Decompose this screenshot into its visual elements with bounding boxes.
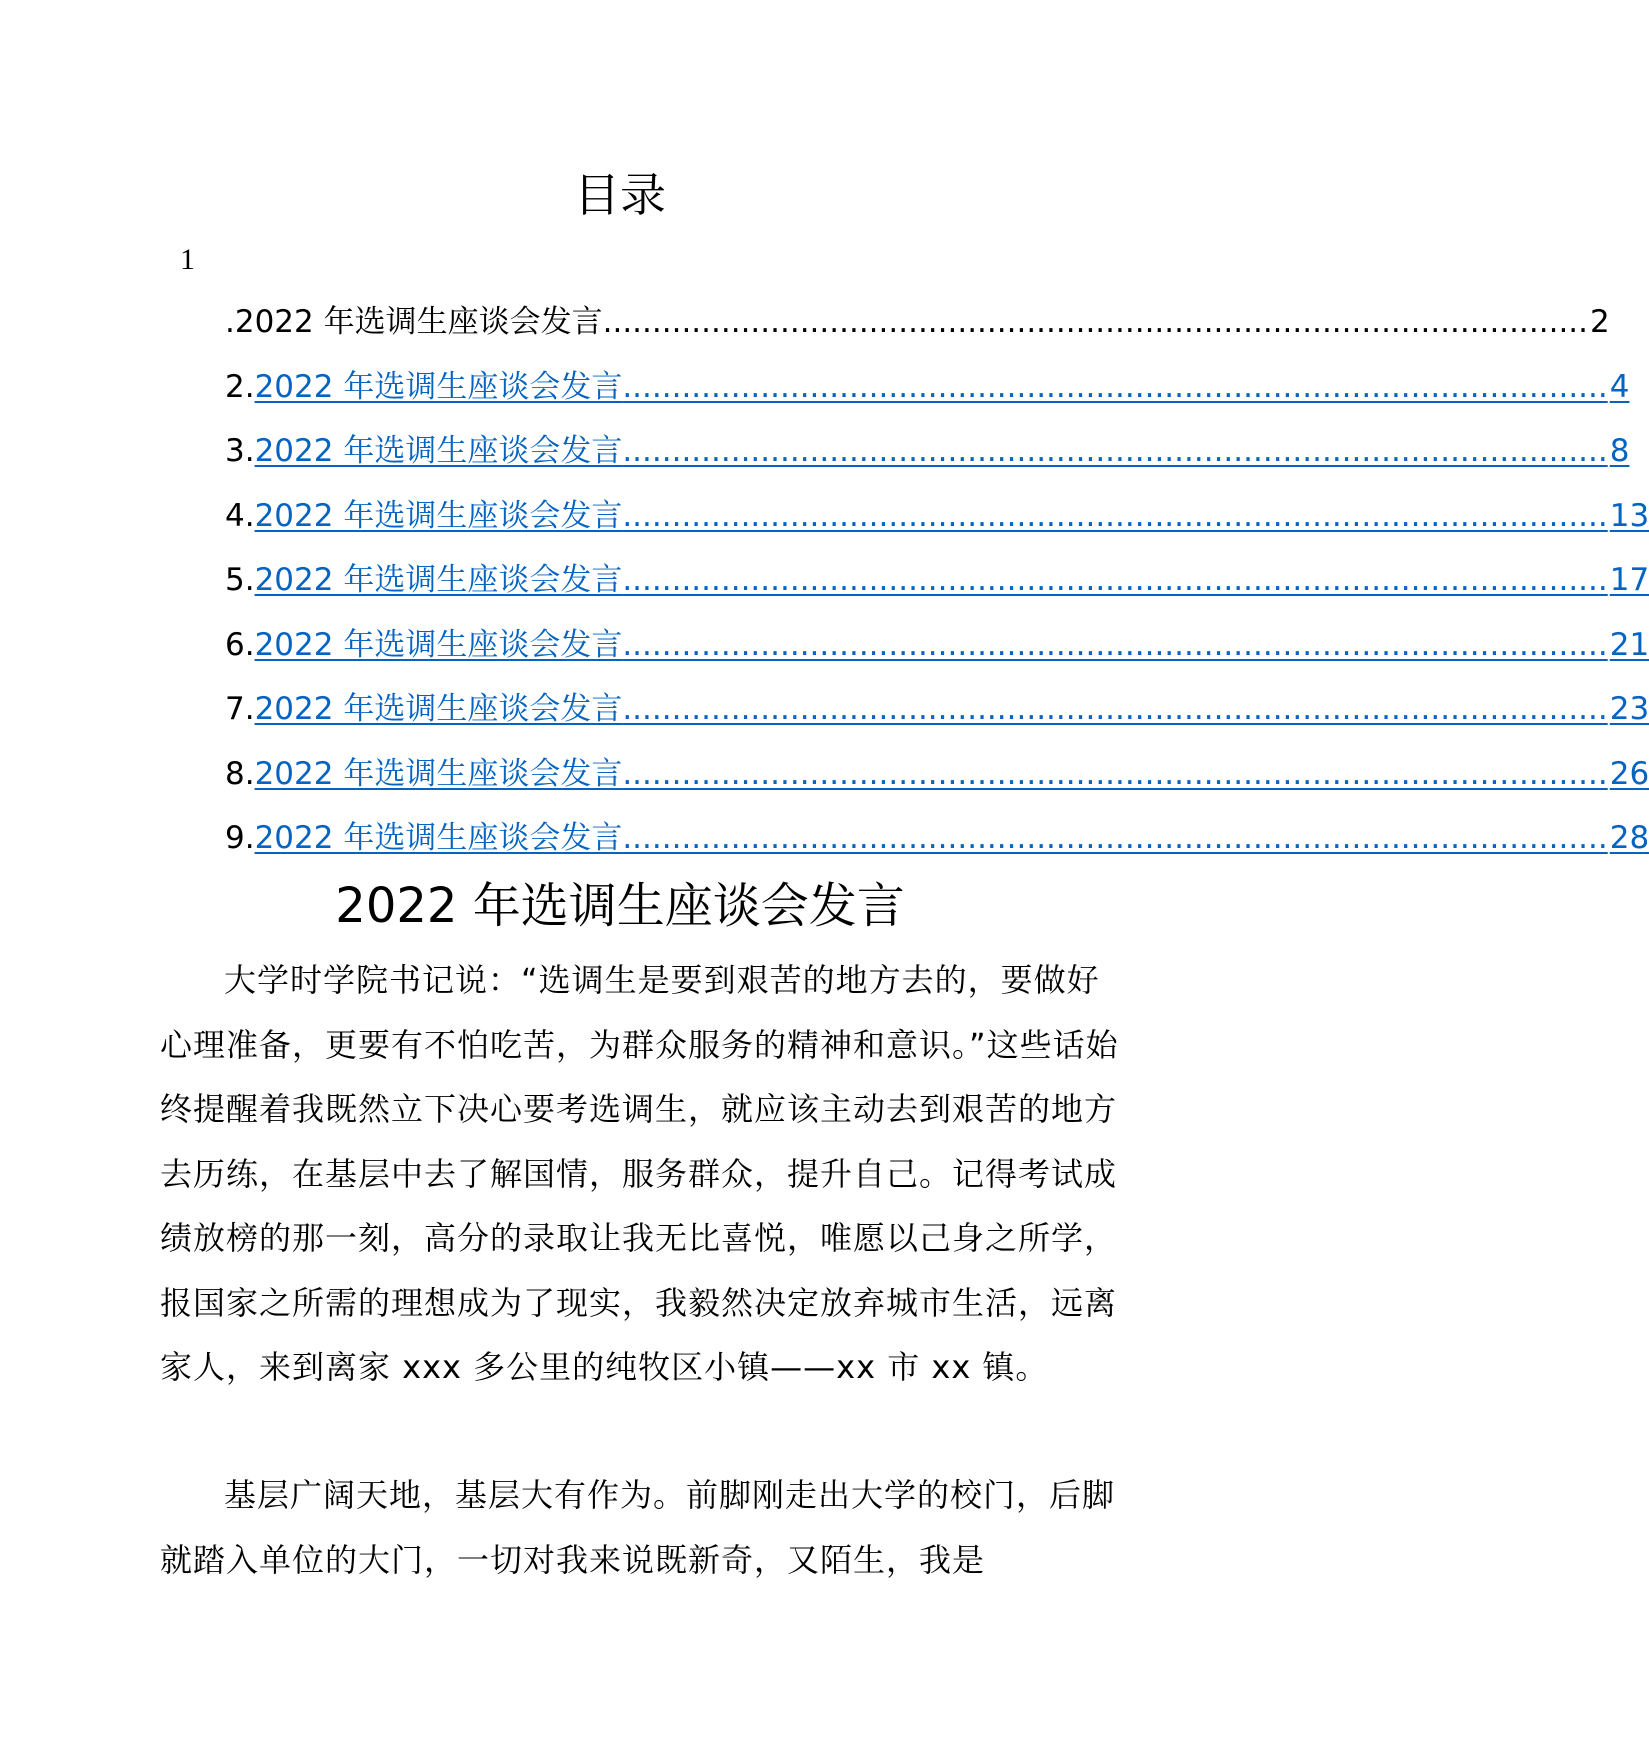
toc-entry-text: 2022 年选调生座谈会发言 [254,368,623,405]
toc-entry[interactable] [225,494,1649,559]
toc-entry-page: 23 [1609,691,1649,727]
toc-dot-leader [622,752,1607,796]
toc-dot-leader [622,816,1607,860]
toc-dot-leader [622,429,1607,473]
toc-entry-number: 8. [225,755,255,792]
toc-entry-text: 2022 年选调生座谈会发言 [254,691,623,727]
toc-entry-text: 2022 年选调生座谈会发言 [254,562,623,598]
toc-entry-line [225,429,1630,473]
toc-entry-link[interactable] [255,365,1630,409]
toc-marker: 1 [180,243,195,276]
toc-entry-text: 2022 年选调生座谈会发言 [234,304,603,340]
toc-entry-line [225,623,1649,667]
toc-entry-link[interactable] [255,752,1649,796]
toc-entry[interactable] [225,687,1649,752]
toc-entry-link[interactable] [255,558,1649,602]
toc-dot-leader [622,558,1607,602]
toc-entry[interactable] [225,558,1649,623]
article-paragraph-1 [160,948,1120,1400]
toc-entry-text: 2022 年选调生座谈会发言 [254,820,623,856]
toc-entry[interactable] [225,623,1649,688]
toc-entry[interactable] [225,816,1649,881]
toc-entry-line [225,816,1649,860]
toc-entry-text: 2022 年选调生座谈会发言 [254,755,623,792]
toc-entry-number: 3. [225,433,255,469]
toc-entry-page: 28 [1609,820,1649,856]
paragraph-text: 大学时学院书记说：“选调生是要到艰苦的地方去的，要做好心理准备，更要有不怕吃苦，为群众服务的精神和意识。”这些话始终提醒着我既然立下决心要考选调生，就应该主动去到艰苦的地方去历练，在基层中去了解国情，服务群众，提升自己。记得考试成绩放榜的那一刻，高分的录取让我无比喜悦，唯愿以己身之所学，报国家之所需的理想成为了现实，我毅然决定放弃城市生活，远离家人，来到离家 xxx 多公里的纯牧区小镇——xx 市 xx 镇。 [160,961,1119,1386]
toc-entry-line [225,300,1610,344]
toc-entry-link [235,300,1610,344]
paragraph-text: 基层广阔天地，基层大有作为。前脚刚走出大学的校门，后脚就踏入单位的大门，一切对我来说既新奇，又陌生，我是 [160,1476,1116,1579]
toc-entry-text: 2022 年选调生座谈会发言 [254,497,623,534]
toc-entry-page: 8 [1609,433,1630,469]
toc-entry-line [225,558,1649,602]
toc-entry-link[interactable] [255,494,1649,538]
toc-entry[interactable] [225,752,1649,817]
toc-entry [225,300,1610,365]
toc-dot-leader [622,494,1607,538]
toc-entry-page: 2 [1590,304,1610,340]
toc-entry-page: 17 [1609,562,1649,598]
toc-entry[interactable] [225,429,1630,494]
toc-entry-link[interactable] [255,816,1649,860]
toc-entry-page: 21 [1609,626,1649,663]
toc-entry-number: 4. [225,497,255,534]
toc-entry-line [225,365,1630,409]
toc-entry-number: 2. [225,368,255,405]
toc-dot-leader [622,687,1607,731]
toc-entry-number: 7. [225,691,255,727]
toc-entry-line [225,494,1649,538]
toc-entry-number: . [225,304,235,340]
toc-dot-leader [603,300,1588,344]
toc-dot-leader [622,623,1607,667]
toc-entry-line [225,752,1649,796]
article-paragraph-2 [160,1463,1120,1592]
article-title: 2022 年选调生座谈会发言 [335,878,905,934]
toc-title: 目录 [574,168,666,222]
toc-entry-text: 2022 年选调生座谈会发言 [254,433,623,469]
toc-entry-link[interactable] [255,429,1630,473]
toc-list [225,300,1649,881]
toc-entry-number: 5. [225,562,255,598]
toc-entry-link[interactable] [255,623,1649,667]
toc-entry-line [225,687,1649,731]
toc-entry[interactable] [225,365,1630,430]
toc-entry-link[interactable] [255,687,1649,731]
toc-entry-page: 26 [1609,755,1649,792]
toc-entry-page: 4 [1609,368,1630,405]
toc-dot-leader [622,365,1607,409]
toc-entry-number: 6. [225,626,255,663]
toc-entry-page: 13 [1609,497,1649,534]
toc-entry-number: 9. [225,820,255,856]
toc-entry-text: 2022 年选调生座谈会发言 [254,626,623,663]
